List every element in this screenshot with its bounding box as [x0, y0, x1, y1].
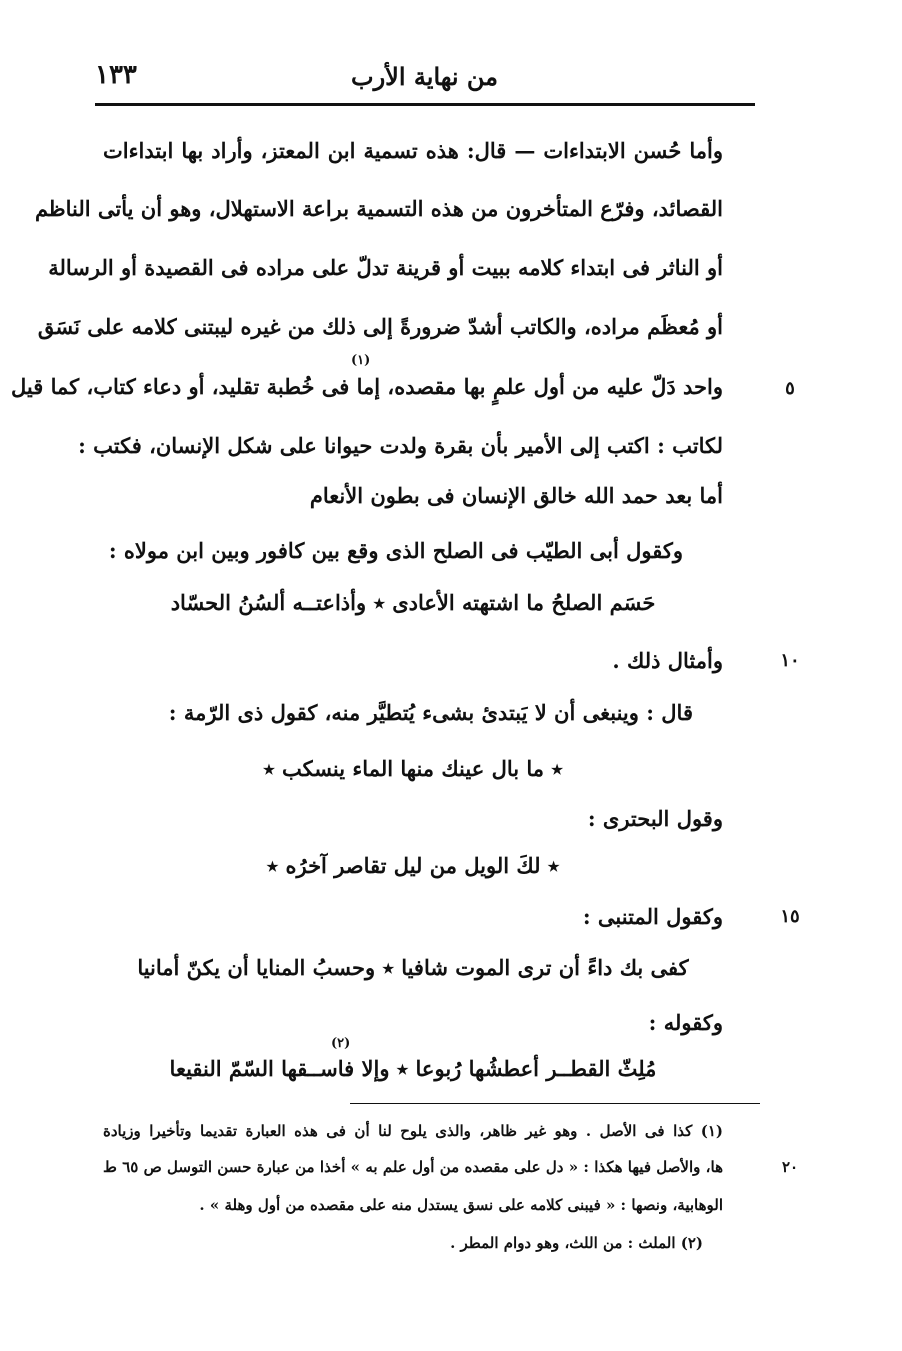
footnote-rule: [350, 1103, 760, 1104]
text-line: وأمثال ذلك .: [612, 648, 723, 673]
line-number: ١٥: [780, 906, 800, 927]
page-header: [95, 52, 754, 102]
text-line: وقول البحترى :: [587, 806, 723, 831]
verse-line: مُلِثّ القطــر أعطشُها رُبوعا ٭ وإلا فاســقها السّمّ النقيعا: [169, 1056, 657, 1081]
footnote-line: (١) كذا فى الأصل . وهو غير ظاهر، والذى يلوح لنا أن فى هذه العبارة تقديما وتأخيرا وزيادة: [103, 1122, 723, 1140]
footnote-line: الوهابية، ونصها : « فيبنى كلامه على نسق يستدل منه على مقصده من أول وهلة » .: [199, 1196, 723, 1214]
text-line: وكقوله :: [648, 1010, 723, 1035]
running-title: من نهاية الأرب: [351, 62, 498, 91]
header-rule: [95, 103, 755, 106]
text-line: وكقول المتنبى :: [582, 904, 723, 929]
footnote-line: ها، والأصل فيها هكذا : « دل على مقصده من أول علم به » أخذا من عبارة حسن التوسل ص ٦٥ ط: [103, 1158, 723, 1176]
line-number: ٢٠: [781, 1158, 799, 1176]
verse-line: كفى بك داءً أن ترى الموت شافيا ٭ وحسبُ المنايا أن يكنّ أمانيا: [137, 955, 689, 980]
line-number: ٥: [785, 378, 795, 399]
text-line: أما بعد حمد الله خالق الإنسان فى بطون الأنعام: [309, 483, 723, 508]
text-line: قال : وينبغى أن لا يَبتدئ بشىء يُتطيَّر منه، كقول ذى الرّمة :: [168, 700, 693, 725]
text-line: واحد دَلّ عليه من أول علمٍ بها مقصده، إما فى خُطبة تقليد، أو دعاء كتاب، كما قيل: [11, 374, 723, 399]
footnote-marker: (١): [351, 353, 371, 368]
text-line: لكاتب : اكتب إلى الأمير بأن بقرة ولدت حيوانا على شكل الإنسان، فكتب :: [78, 433, 723, 458]
text-line: القصائد، وفرّع المتأخرون من هذه التسمية براعة الاستهلال، وهو أن يأتى الناظم: [34, 196, 723, 221]
verse-line: حَسَم الصلحُ ما اشتهته الأعادى ٭ وأذاعتــه ألسُنُ الحسّاد: [170, 590, 656, 615]
text-line: أو الناثر فى ابتداء كلامه ببيت أو قرينة تدلّ على مراده فى القصيدة أو الرسالة: [48, 255, 723, 280]
text-line: أو مُعظَم مراده، والكاتب أشدّ ضرورةً إلى ذلك من غيره ليبتنى كلامه على نَسَق: [37, 314, 723, 339]
footnote-marker: (٢): [331, 1036, 351, 1051]
footnote-line: (٢) الملث : من اللث، وهو دوام المطر .: [450, 1234, 703, 1252]
page-number: ١٣٣: [95, 60, 137, 90]
verse-line: ٭ ما بال عينك منها الماء ينسكب ٭: [263, 756, 563, 781]
text-line: وكقول أبى الطيّب فى الصلح الذى وقع بين كافور وبين ابن مولاه :: [108, 538, 683, 563]
line-number: ١٠: [780, 650, 800, 671]
verse-line: ٭ لكَ الويل من ليل تقاصر آخرُه ٭: [266, 853, 560, 878]
text-line: وأما حُسن الابتداءات — قال: هذه تسمية ابن المعتز، وأراد بها ابتداءات: [103, 138, 723, 163]
